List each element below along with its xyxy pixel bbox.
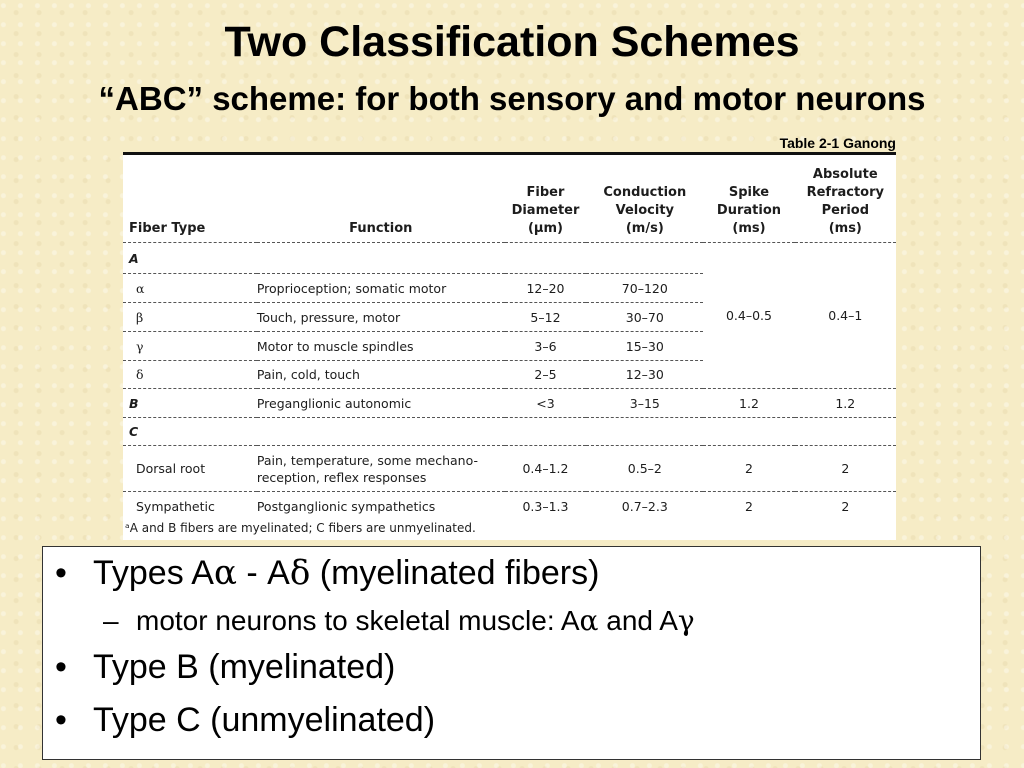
velocity-cell: 0.7–2.3 [586,492,703,522]
spike-cell: 2 [703,446,794,492]
fiber-type-sympathetic: Sympathetic [123,492,257,522]
section-label-a: A [123,243,257,274]
table-row [123,446,896,492]
fiber-type-delta: δ [123,361,257,389]
fiber-type-dorsal-root: Dorsal root [123,446,257,492]
fiber-type-beta: β [123,303,257,332]
table-footnote: ᵃA and B fibers are myelinated; C fibers are unmyelinated. [125,521,476,535]
velocity-cell: 3–15 [586,389,703,418]
refractory-cell: 2 [795,446,896,492]
table-source: Table 2-1 Ganong [779,135,896,151]
function-cell: Postganglionic sympathetics [257,492,505,522]
a-refractory-period: 0.4–1 [795,243,896,389]
spike-cell: 2 [703,492,794,522]
sub-bullet-marker: – [103,605,119,636]
header-fiber-diameter: Fiber Diameter (µm) [505,154,587,243]
sub-bullet-motor-neurons: – motor neurons to skeletal muscle: Aα and Aγ [103,604,695,637]
bullet-marker: • [55,554,67,592]
refractory-cell: 2 [795,492,896,522]
table-header-row [123,154,896,243]
gamma-symbol: γ [677,604,695,637]
function-cell: Proprioception; somatic motor [257,274,505,303]
bullet-marker: • [55,701,67,739]
function-cell: Pain, temperature, some mechano- reception, reflex responses [257,446,505,492]
a-spike-duration: 0.4–0.5 [703,243,794,389]
header-function: Function [257,154,505,243]
delta-symbol: δ [289,553,311,593]
bullet-types-a: • Types Aα - Aδ (myelinated fibers) [55,553,600,593]
fiber-type-alpha: α [123,274,257,303]
diameter-cell: 0.4–1.2 [505,446,587,492]
fiber-type-gamma: γ [123,332,257,361]
summary-bullet-box [42,546,981,760]
refractory-cell: 1.2 [795,389,896,418]
table-row-section-c [123,418,896,446]
table-row-section-a [123,243,896,274]
header-fiber-type: Fiber Type [123,154,257,243]
alpha-symbol: α [579,604,599,637]
velocity-cell: 15–30 [586,332,703,361]
section-label-b: B [123,389,257,418]
diameter-cell: 3–6 [505,332,587,361]
alpha-symbol: α [213,553,237,593]
table-grid [123,152,896,522]
function-cell: Pain, cold, touch [257,361,505,389]
velocity-cell: 30–70 [586,303,703,332]
table-row [123,492,896,522]
velocity-cell: 12–30 [586,361,703,389]
bullet-type-b: • Type B (myelinated) [55,648,396,686]
slide-subtitle: “ABC” scheme: for both sensory and motor neurons [98,80,926,117]
diameter-cell: 0.3–1.3 [505,492,587,522]
function-cell: Motor to muscle spindles [257,332,505,361]
function-cell: Preganglionic autonomic [257,389,505,418]
bullet-type-c: • Type C (unmyelinated) [55,701,436,739]
function-cell: Touch, pressure, motor [257,303,505,332]
section-label-c: C [123,418,257,446]
diameter-cell: 2–5 [505,361,587,389]
header-conduction-velocity: Conduction Velocity (m/s) [586,154,703,243]
header-spike-duration: Spike Duration (ms) [703,154,794,243]
diameter-cell: 5–12 [505,303,587,332]
header-refractory-period: Absolute Refractory Period (ms) [795,154,896,243]
spike-cell: 1.2 [703,389,794,418]
diameter-cell: 12–20 [505,274,587,303]
table-row-section-b [123,389,896,418]
fiber-classification-table [123,152,896,540]
bullet-marker: • [55,648,67,686]
velocity-cell: 70–120 [586,274,703,303]
velocity-cell: 0.5–2 [586,446,703,492]
diameter-cell: <3 [505,389,587,418]
slide-title: Two Classification Schemes [224,18,800,66]
